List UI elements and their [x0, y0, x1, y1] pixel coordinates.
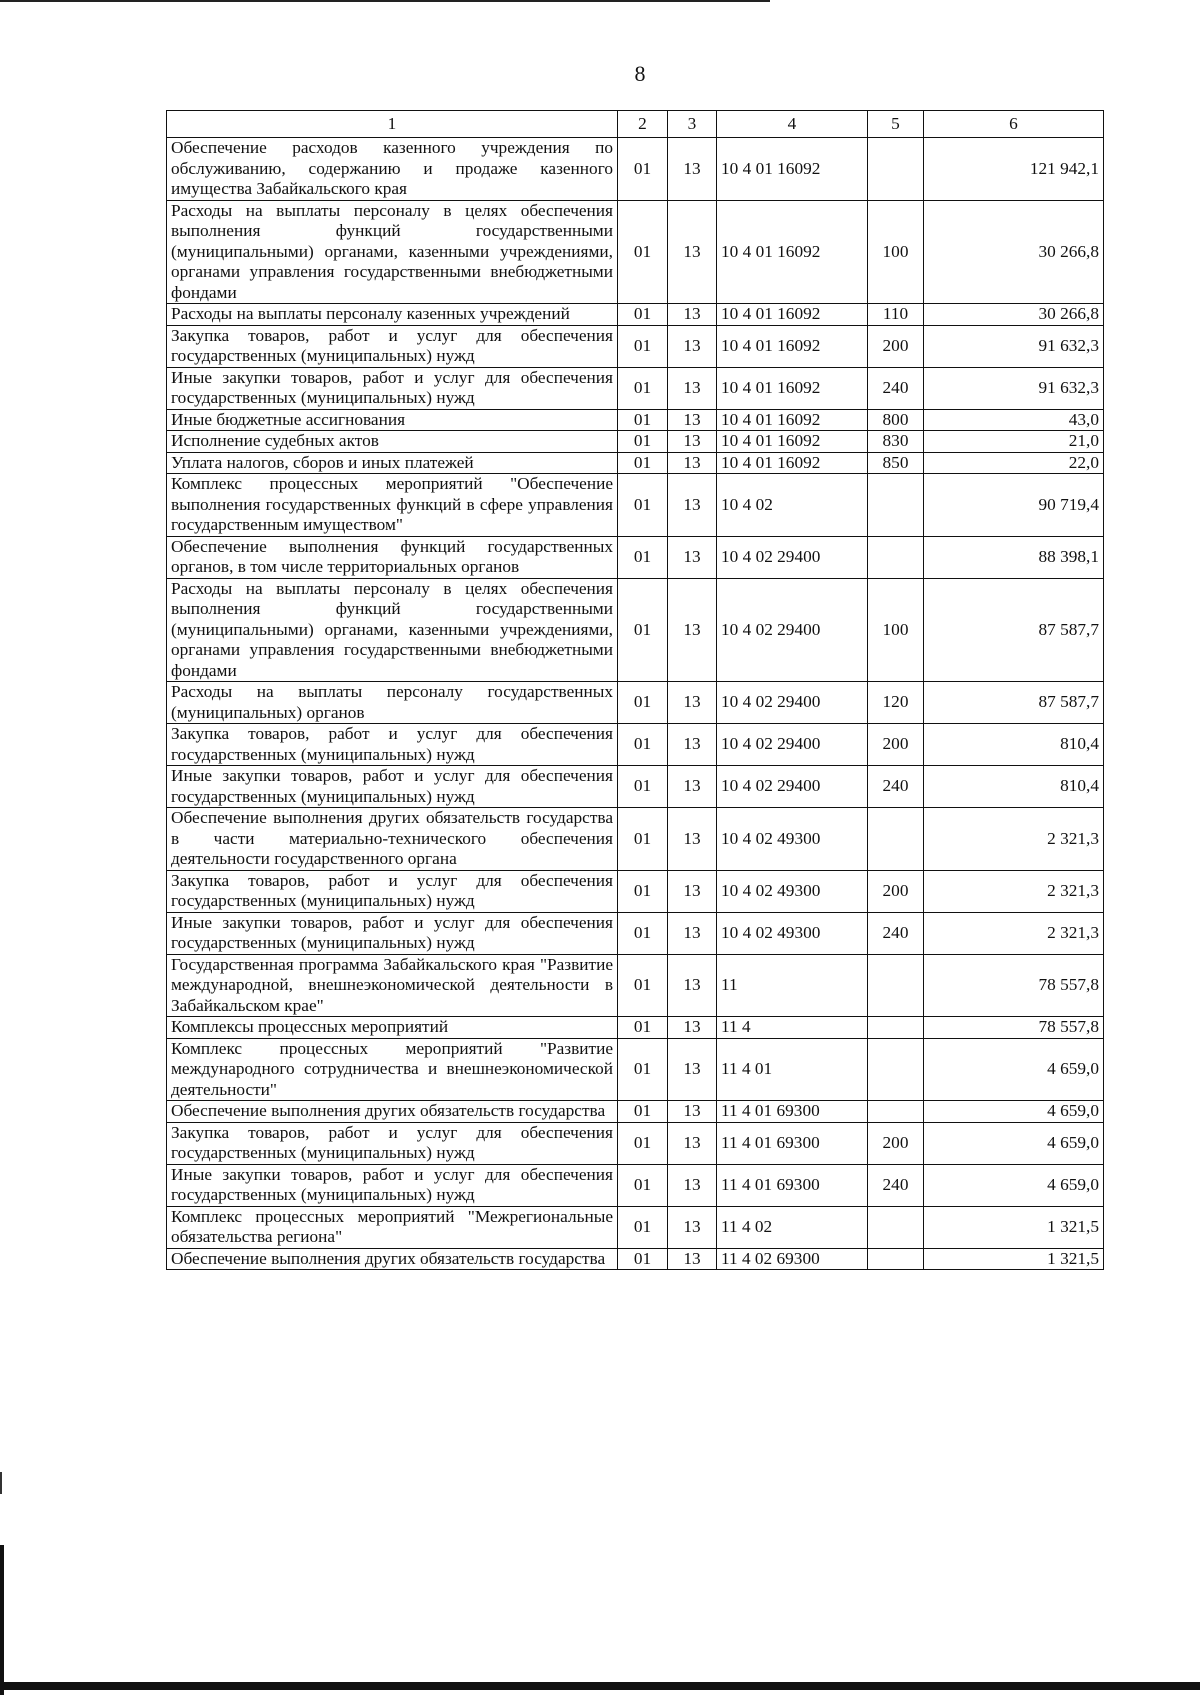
row-expense-type: 200	[868, 325, 924, 367]
row-col-2: 01	[618, 682, 668, 724]
row-target-code: 10 4 02 49300	[717, 912, 868, 954]
row-expense-type	[868, 474, 924, 537]
row-description: Комплексы процессных мероприятий	[167, 1017, 618, 1039]
row-target-code: 11 4 01 69300	[717, 1164, 868, 1206]
row-col-3: 13	[668, 724, 717, 766]
row-expense-type: 850	[868, 452, 924, 474]
row-expense-type	[868, 138, 924, 201]
table-row	[167, 724, 1104, 766]
row-target-code: 10 4 02	[717, 474, 868, 537]
row-amount: 4 659,0	[924, 1122, 1104, 1164]
row-col-3: 13	[668, 1248, 717, 1270]
row-col-3: 13	[668, 1017, 717, 1039]
table-row	[167, 452, 1104, 474]
row-amount: 4 659,0	[924, 1164, 1104, 1206]
row-col-3: 13	[668, 682, 717, 724]
row-expense-type: 800	[868, 409, 924, 431]
row-expense-type	[868, 1248, 924, 1270]
row-description: Закупка товаров, работ и услуг для обеспечения государственных (муниципальных) нужд	[167, 870, 618, 912]
row-expense-type: 200	[868, 870, 924, 912]
row-description: Комплекс процессных мероприятий "Развитие международного сотрудничества и внешнеэкономической деятельности"	[167, 1038, 618, 1101]
row-col-3: 13	[668, 1038, 717, 1101]
row-amount: 22,0	[924, 452, 1104, 474]
scan-edge-left	[0, 1545, 4, 1695]
row-col-2: 01	[618, 474, 668, 537]
row-description: Расходы на выплаты персоналу в целях обеспечения выполнения функций государственными (муниципальными) органами, казенными учреждениями, органами управления государственными внебюджетными фондами	[167, 200, 618, 304]
row-col-3: 13	[668, 870, 717, 912]
row-amount: 30 266,8	[924, 304, 1104, 326]
row-col-2: 01	[618, 912, 668, 954]
row-amount: 4 659,0	[924, 1038, 1104, 1101]
row-amount: 1 321,5	[924, 1248, 1104, 1270]
row-amount: 1 321,5	[924, 1206, 1104, 1248]
row-expense-type: 100	[868, 578, 924, 682]
budget-table	[166, 110, 1104, 1270]
row-expense-type: 110	[868, 304, 924, 326]
row-col-3: 13	[668, 367, 717, 409]
row-target-code: 10 4 01 16092	[717, 452, 868, 474]
row-target-code: 10 4 02 29400	[717, 724, 868, 766]
table-row	[167, 138, 1104, 201]
row-col-3: 13	[668, 1206, 717, 1248]
row-target-code: 10 4 02 49300	[717, 870, 868, 912]
row-expense-type	[868, 1206, 924, 1248]
row-amount: 87 587,7	[924, 682, 1104, 724]
row-description: Уплата налогов, сборов и иных платежей	[167, 452, 618, 474]
row-col-2: 01	[618, 954, 668, 1017]
header-row	[167, 111, 1104, 138]
row-description: Государственная программа Забайкальского края "Развитие международной, внешнеэкономической деятельности в Забайкальском крае"	[167, 954, 618, 1017]
row-target-code: 10 4 02 29400	[717, 536, 868, 578]
row-col-2: 01	[618, 1101, 668, 1123]
row-target-code: 10 4 02 29400	[717, 682, 868, 724]
column-header-3: 3	[668, 111, 717, 138]
row-target-code: 11 4 01 69300	[717, 1122, 868, 1164]
table-row	[167, 1101, 1104, 1123]
table-row	[167, 474, 1104, 537]
row-col-3: 13	[668, 138, 717, 201]
row-col-2: 01	[618, 578, 668, 682]
row-col-3: 13	[668, 766, 717, 808]
row-amount: 91 632,3	[924, 325, 1104, 367]
row-expense-type: 240	[868, 912, 924, 954]
row-description: Обеспечение выполнения функций государственных органов, в том числе территориальных органов	[167, 536, 618, 578]
row-col-2: 01	[618, 808, 668, 871]
row-target-code: 10 4 02 29400	[717, 766, 868, 808]
row-description: Расходы на выплаты персоналу казенных учреждений	[167, 304, 618, 326]
row-col-2: 01	[618, 1248, 668, 1270]
row-description: Иные закупки товаров, работ и услуг для обеспечения государственных (муниципальных) нужд	[167, 1164, 618, 1206]
row-expense-type	[868, 1101, 924, 1123]
row-target-code: 10 4 01 16092	[717, 409, 868, 431]
row-expense-type: 100	[868, 200, 924, 304]
table-row	[167, 766, 1104, 808]
row-col-3: 13	[668, 431, 717, 453]
row-col-2: 01	[618, 1038, 668, 1101]
table-row	[167, 200, 1104, 304]
scan-mark	[0, 1472, 2, 1494]
row-col-3: 13	[668, 1122, 717, 1164]
scan-edge-bottom	[0, 1682, 1200, 1690]
row-description: Обеспечение выполнения других обязательств государства в части материально-технического обеспечения деятельности государственного органа	[167, 808, 618, 871]
table-body	[167, 138, 1104, 1270]
row-description: Иные бюджетные ассигнования	[167, 409, 618, 431]
row-description: Обеспечение расходов казенного учреждения по обслуживанию, содержанию и продаже казенного имущества Забайкальского края	[167, 138, 618, 201]
table-row	[167, 409, 1104, 431]
row-target-code: 11 4 02 69300	[717, 1248, 868, 1270]
row-col-2: 01	[618, 1017, 668, 1039]
row-col-3: 13	[668, 200, 717, 304]
row-amount: 810,4	[924, 724, 1104, 766]
table-row	[167, 1122, 1104, 1164]
row-expense-type: 830	[868, 431, 924, 453]
row-target-code: 10 4 01 16092	[717, 431, 868, 453]
row-col-3: 13	[668, 536, 717, 578]
row-expense-type: 240	[868, 1164, 924, 1206]
row-description: Комплекс процессных мероприятий "Межрегиональные обязательства региона"	[167, 1206, 618, 1248]
row-target-code: 11 4 01	[717, 1038, 868, 1101]
row-description: Иные закупки товаров, работ и услуг для обеспечения государственных (муниципальных) нужд	[167, 766, 618, 808]
row-col-3: 13	[668, 325, 717, 367]
row-description: Закупка товаров, работ и услуг для обеспечения государственных (муниципальных) нужд	[167, 1122, 618, 1164]
row-amount: 2 321,3	[924, 912, 1104, 954]
row-amount: 2 321,3	[924, 870, 1104, 912]
row-target-code: 10 4 02 49300	[717, 808, 868, 871]
row-col-2: 01	[618, 1206, 668, 1248]
row-description: Иные закупки товаров, работ и услуг для обеспечения государственных (муниципальных) нужд	[167, 367, 618, 409]
row-col-3: 13	[668, 912, 717, 954]
row-col-3: 13	[668, 808, 717, 871]
row-description: Комплекс процессных мероприятий "Обеспечение выполнения государственных функций в сфере управления государственным имуществом"	[167, 474, 618, 537]
row-col-2: 01	[618, 304, 668, 326]
page-number: 8	[634, 61, 646, 86]
row-col-2: 01	[618, 409, 668, 431]
row-col-2: 01	[618, 325, 668, 367]
row-amount: 2 321,3	[924, 808, 1104, 871]
table-row	[167, 325, 1104, 367]
table-row	[167, 870, 1104, 912]
row-col-2: 01	[618, 724, 668, 766]
row-amount: 87 587,7	[924, 578, 1104, 682]
table-row	[167, 304, 1104, 326]
row-description: Обеспечение выполнения других обязательств государства	[167, 1101, 618, 1123]
table-row	[167, 1017, 1104, 1039]
table-row	[167, 536, 1104, 578]
row-col-2: 01	[618, 138, 668, 201]
column-header-1: 1	[167, 111, 618, 138]
row-col-3: 13	[668, 452, 717, 474]
row-amount: 90 719,4	[924, 474, 1104, 537]
row-amount: 91 632,3	[924, 367, 1104, 409]
column-header-4: 4	[717, 111, 868, 138]
row-amount: 78 557,8	[924, 954, 1104, 1017]
row-target-code: 10 4 02 29400	[717, 578, 868, 682]
row-col-2: 01	[618, 367, 668, 409]
row-expense-type: 200	[868, 1122, 924, 1164]
row-expense-type: 240	[868, 766, 924, 808]
column-header-5: 5	[868, 111, 924, 138]
row-description: Обеспечение выполнения других обязательств государства	[167, 1248, 618, 1270]
row-amount: 78 557,8	[924, 1017, 1104, 1039]
row-col-3: 13	[668, 474, 717, 537]
row-description: Расходы на выплаты персоналу государственных (муниципальных) органов	[167, 682, 618, 724]
row-expense-type: 120	[868, 682, 924, 724]
row-expense-type: 240	[868, 367, 924, 409]
row-amount: 4 659,0	[924, 1101, 1104, 1123]
column-header-2: 2	[618, 111, 668, 138]
row-target-code: 10 4 01 16092	[717, 138, 868, 201]
row-expense-type	[868, 536, 924, 578]
row-expense-type	[868, 1017, 924, 1039]
table-row	[167, 578, 1104, 682]
row-expense-type	[868, 1038, 924, 1101]
row-target-code: 11 4	[717, 1017, 868, 1039]
table-row	[167, 1248, 1104, 1270]
row-amount: 121 942,1	[924, 138, 1104, 201]
row-description: Закупка товаров, работ и услуг для обеспечения государственных (муниципальных) нужд	[167, 724, 618, 766]
row-target-code: 10 4 01 16092	[717, 304, 868, 326]
row-col-3: 13	[668, 1164, 717, 1206]
table-row	[167, 1164, 1104, 1206]
table-row	[167, 367, 1104, 409]
table-row	[167, 431, 1104, 453]
row-col-2: 01	[618, 1164, 668, 1206]
row-col-3: 13	[668, 954, 717, 1017]
row-amount: 88 398,1	[924, 536, 1104, 578]
row-col-2: 01	[618, 200, 668, 304]
row-target-code: 10 4 01 16092	[717, 200, 868, 304]
table-row	[167, 912, 1104, 954]
table-row	[167, 1206, 1104, 1248]
row-col-2: 01	[618, 431, 668, 453]
row-target-code: 11	[717, 954, 868, 1017]
table-row	[167, 682, 1104, 724]
row-col-3: 13	[668, 578, 717, 682]
table-header	[167, 111, 1104, 138]
row-description: Иные закупки товаров, работ и услуг для обеспечения государственных (муниципальных) нужд	[167, 912, 618, 954]
row-col-3: 13	[668, 409, 717, 431]
scan-edge-top	[0, 0, 770, 2]
row-col-3: 13	[668, 304, 717, 326]
row-col-2: 01	[618, 536, 668, 578]
row-expense-type: 200	[868, 724, 924, 766]
row-amount: 21,0	[924, 431, 1104, 453]
row-description: Расходы на выплаты персоналу в целях обеспечения выполнения функций государственными (муниципальными) органами, казенными учреждениями, органами управления государственными внебюджетными фондами	[167, 578, 618, 682]
table-row	[167, 954, 1104, 1017]
row-col-2: 01	[618, 766, 668, 808]
row-amount: 43,0	[924, 409, 1104, 431]
row-target-code: 11 4 01 69300	[717, 1101, 868, 1123]
row-expense-type	[868, 808, 924, 871]
row-col-2: 01	[618, 1122, 668, 1164]
row-target-code: 10 4 01 16092	[717, 325, 868, 367]
table-row	[167, 808, 1104, 871]
row-target-code: 10 4 01 16092	[717, 367, 868, 409]
column-header-6: 6	[924, 111, 1104, 138]
row-description: Закупка товаров, работ и услуг для обеспечения государственных (муниципальных) нужд	[167, 325, 618, 367]
row-amount: 30 266,8	[924, 200, 1104, 304]
row-expense-type	[868, 954, 924, 1017]
row-col-2: 01	[618, 870, 668, 912]
row-col-2: 01	[618, 452, 668, 474]
row-col-3: 13	[668, 1101, 717, 1123]
table-row	[167, 1038, 1104, 1101]
row-target-code: 11 4 02	[717, 1206, 868, 1248]
row-amount: 810,4	[924, 766, 1104, 808]
row-description: Исполнение судебных актов	[167, 431, 618, 453]
